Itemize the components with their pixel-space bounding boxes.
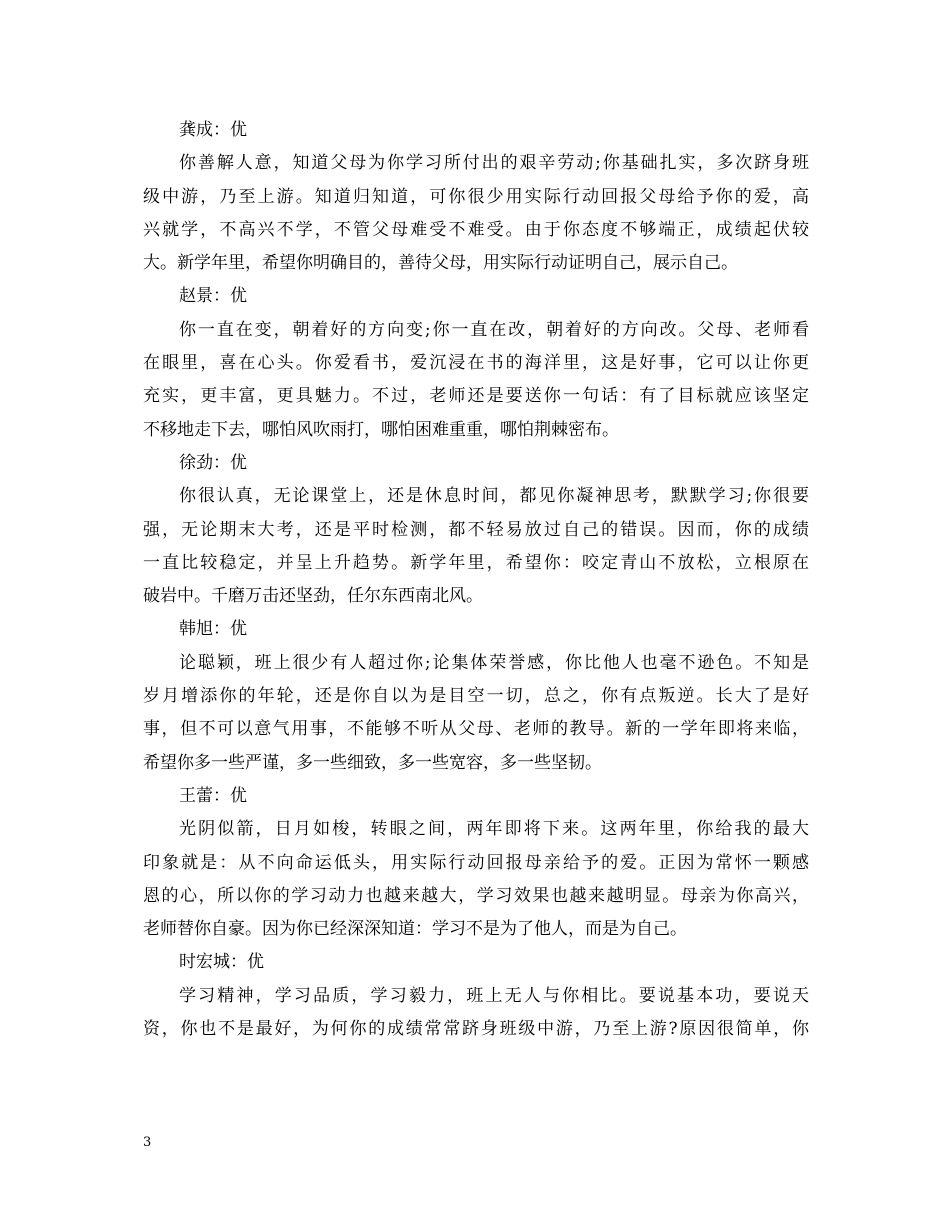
comment-line: 资，你也不是最好，为何你的成绩常常跻身班级中游，乃至上游?原因很简单，你 bbox=[143, 1019, 809, 1040]
comment-line: 光阴似箭，日月如梭，转眼之间，两年即将下来。这两年里，你给我的最大 bbox=[179, 819, 809, 840]
page-number: 3 bbox=[143, 1135, 152, 1150]
student-heading: 王蕾：优 bbox=[179, 785, 247, 806]
comment-line: 不移地走下去，哪怕风吹雨打，哪怕困难重重，哪怕荆棘密布。 bbox=[143, 419, 619, 440]
comment-line: 大。新学年里，希望你明确目的，善待父母，用实际行动证明自己，展示自己。 bbox=[143, 253, 738, 274]
comment-line: 充实，更丰富，更具魅力。不过，老师还是要送你一句话：有了目标就应该坚定 bbox=[143, 386, 809, 407]
comment-line: 论聪颖，班上很少有人超过你;论集体荣誉感，你比他人也毫不逊色。不知是 bbox=[179, 652, 809, 673]
student-heading: 韩旭：优 bbox=[179, 619, 247, 640]
comment-line: 破岩中。千磨万击还坚劲，任尔东西南北风。 bbox=[143, 586, 483, 607]
document-body bbox=[143, 114, 809, 1046]
comment-line: 你一直在变，朝着好的方向变;你一直在改，朝着好的方向改。父母、老师看 bbox=[179, 319, 809, 340]
comment-line: 在眼里，喜在心头。你爱看书，爱沉浸在书的海洋里，这是好事，它可以让你更 bbox=[143, 353, 809, 374]
comment-line: 强，无论期末大考，还是平时检测，都不轻易放过自己的错误。因而，你的成绩 bbox=[143, 519, 809, 540]
comment-line: 希望你多一些严谨，多一些细致，多一些宽容，多一些坚韧。 bbox=[143, 752, 602, 773]
comment-line: 兴就学，不高兴不学，不管父母难受不难受。由于你态度不够端正，成绩起伏较 bbox=[143, 219, 809, 240]
comment-line: 学习精神，学习品质，学习毅力，班上无人与你相比。要说基本功，要说天 bbox=[179, 985, 809, 1006]
comment-line: 岁月增添你的年轮，还是你自以为是目空一切，总之，你有点叛逆。长大了是好 bbox=[143, 686, 809, 707]
student-heading: 赵景：优 bbox=[179, 286, 247, 307]
student-heading: 龚成：优 bbox=[179, 120, 247, 140]
student-heading: 徐劲：优 bbox=[179, 452, 247, 473]
comment-line: 恩的心，所以你的学习动力也越来越大，学习效果也越来越明显。母亲为你高兴， bbox=[143, 885, 809, 906]
comment-line: 你善解人意，知道父母为你学习所付出的艰辛劳动;你基础扎实，多次跻身班 bbox=[179, 153, 809, 174]
comment-line: 一直比较稳定，并呈上升趋势。新学年里，希望你：咬定青山不放松，立根原在 bbox=[143, 552, 809, 573]
student-heading: 时宏城：优 bbox=[179, 952, 264, 973]
comment-line: 印象就是：从不向命运低头，用实际行动回报母亲给予的爱。正因为常怀一颗感 bbox=[143, 852, 809, 873]
comment-line: 老师替你自豪。因为你已经深深知道：学习不是为了他人，而是为自己。 bbox=[143, 919, 687, 940]
comment-line: 级中游，乃至上游。知道归知道，可你很少用实际行动回报父母给予你的爱，高 bbox=[143, 186, 809, 207]
comment-line: 事，但不可以意气用事，不能够不听从父母、老师的教导。新的一学年即将来临， bbox=[143, 719, 809, 740]
comment-line: 你很认真，无论课堂上，还是休息时间，都见你凝神思考，默默学习;你很要 bbox=[179, 486, 809, 507]
